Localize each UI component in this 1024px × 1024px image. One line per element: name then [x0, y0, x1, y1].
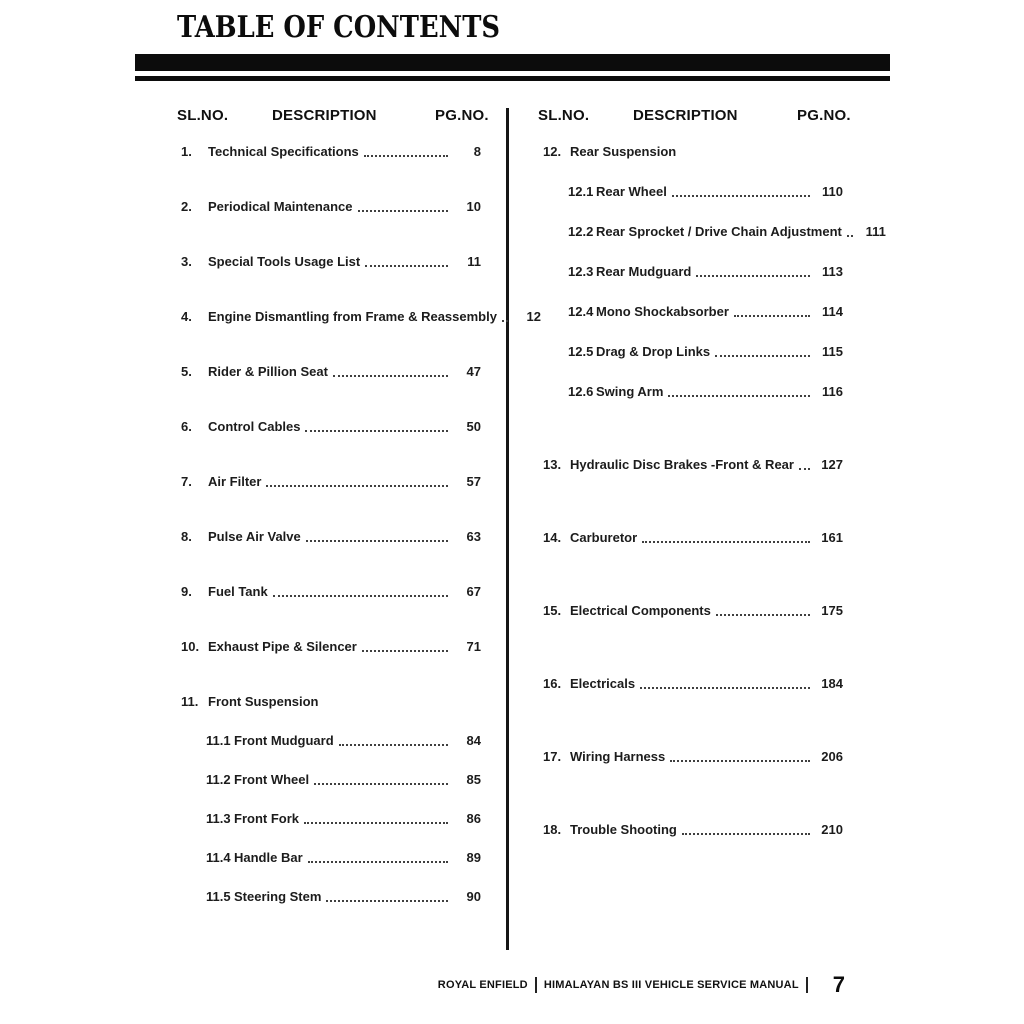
dot-leader	[306, 540, 448, 542]
toc-entry-title: Exhaust Pipe & Silencer	[208, 639, 357, 654]
dot-leader	[734, 315, 810, 317]
dot-leader	[502, 320, 508, 322]
footer	[438, 974, 845, 996]
toc-entry-title: Electricals	[570, 676, 636, 691]
footer-divider	[806, 977, 808, 993]
toc-row	[181, 637, 481, 657]
toc-entry-number: 9.	[181, 584, 192, 599]
toc-entry-title: Electrical Components	[570, 603, 711, 618]
toc-entry-page: 63	[466, 529, 481, 544]
toc-subrow	[543, 222, 886, 242]
dot-leader	[715, 355, 810, 357]
column-header-slno: SL.NO.	[538, 107, 590, 124]
toc-subrow	[543, 302, 843, 322]
toc-row	[543, 820, 843, 840]
toc-entry-title: Rear Mudguard	[596, 264, 692, 279]
toc-row	[181, 197, 481, 217]
toc-entry-page: 110	[822, 184, 843, 199]
toc-entry-number: 17.	[543, 749, 562, 764]
toc-entry-page: 85	[466, 772, 481, 787]
toc-entry-title: Handle Bar	[234, 850, 303, 865]
toc-subrow	[181, 809, 481, 829]
toc-entry-number: 13.	[543, 457, 562, 472]
dot-leader	[333, 375, 448, 377]
toc-entry-title: Hydraulic Disc Brakes -Front & Rear	[570, 457, 794, 472]
toc-entry-title: Steering Stem	[234, 889, 322, 904]
dot-leader	[266, 485, 448, 487]
dot-leader	[304, 822, 448, 824]
dot-leader	[847, 235, 853, 237]
toc-entry-title: Engine Dismantling from Frame & Reassembly	[208, 309, 497, 324]
toc-subrow	[543, 182, 843, 202]
toc-subrow	[543, 382, 843, 402]
dot-leader	[362, 650, 448, 652]
toc-entry-number: 2.	[181, 199, 192, 214]
dot-leader	[339, 744, 448, 746]
toc-subrow	[181, 887, 481, 907]
toc-entry-page: 71	[466, 639, 481, 654]
footer-brand: ROYAL ENFIELD	[437, 979, 528, 991]
toc-entry-page: 184	[821, 676, 843, 691]
toc-entry-number: 3.	[181, 254, 192, 269]
toc-row	[181, 252, 481, 272]
dot-leader	[273, 595, 448, 597]
dot-leader	[640, 687, 810, 689]
toc-entry-page: 175	[821, 603, 843, 618]
toc-row	[543, 455, 843, 475]
toc-entry-title: Carburetor	[570, 530, 638, 545]
toc-entry-number: 11.1	[206, 733, 231, 748]
toc-entry-page: 127	[821, 457, 843, 472]
toc-entry-title: Trouble Shooting	[570, 822, 677, 837]
toc-row	[181, 362, 481, 382]
toc-entry-title: Pulse Air Valve	[208, 529, 301, 544]
toc-row	[543, 142, 843, 162]
toc-entry-number: 12.1	[568, 184, 594, 199]
footer-page-number: 7	[832, 972, 845, 997]
toc-entry-title: Control Cables	[208, 419, 301, 434]
toc-entry-number: 7.	[181, 474, 192, 489]
dot-leader	[668, 395, 810, 397]
toc-entry-page: 10	[466, 199, 481, 214]
title-bar-thin	[135, 76, 890, 81]
toc-entry-number: 4.	[181, 309, 192, 324]
toc-entry-title: Front Suspension	[208, 694, 319, 709]
toc-entry-number: 12.6	[568, 384, 594, 399]
toc-entry-number: 12.4	[568, 304, 594, 319]
footer-manual-title: HIMALAYAN BS III VEHICLE SERVICE MANUAL	[543, 979, 799, 991]
toc-row	[181, 582, 481, 602]
toc-entry-number: 11.	[181, 694, 199, 709]
toc-entry-page: 114	[822, 304, 843, 319]
column-header-description: DESCRIPTION	[633, 107, 738, 124]
column-header-pgno: PG.NO.	[435, 107, 489, 124]
toc-entry-title: Front Fork	[234, 811, 299, 826]
toc-entry-title: Rear Suspension	[570, 144, 677, 159]
toc-entry-number: 1.	[181, 144, 192, 159]
toc-entry-number: 5.	[181, 364, 192, 379]
toc-entry-number: 11.5	[206, 889, 231, 904]
toc-entry-title: Special Tools Usage List	[208, 254, 361, 269]
dot-leader	[716, 614, 810, 616]
toc-row	[181, 472, 481, 492]
toc-entry-number: 14.	[543, 530, 562, 545]
toc-entry-page: 90	[466, 889, 481, 904]
toc-entry-number: 10.	[181, 639, 200, 654]
toc-entry-number: 11.3	[206, 811, 231, 826]
toc-entry-title: Swing Arm	[596, 384, 664, 399]
toc-entry-number: 6.	[181, 419, 192, 434]
toc-entry-number: 12.2	[568, 224, 594, 239]
dot-leader	[308, 861, 448, 863]
toc-entry-title: Front Wheel	[234, 772, 310, 787]
toc-entry-number: 11.4	[206, 850, 231, 865]
toc-entry-title: Wiring Harness	[570, 749, 666, 764]
toc-subrow	[181, 848, 481, 868]
toc-row	[543, 747, 843, 767]
toc-subrow	[181, 770, 481, 790]
dot-leader	[326, 900, 448, 902]
toc-entry-page: 89	[466, 850, 481, 865]
toc-column-right	[543, 142, 886, 840]
toc-entry-title: Fuel Tank	[208, 584, 268, 599]
dot-leader	[696, 275, 810, 277]
toc-entry-title: Drag & Drop Links	[596, 344, 711, 359]
toc-entry-number: 18.	[543, 822, 562, 837]
toc-subrow	[543, 342, 843, 362]
toc-subrow	[543, 262, 843, 282]
toc-row	[181, 307, 541, 327]
column-header-slno: SL.NO.	[177, 107, 229, 124]
toc-entry-number: 16.	[543, 676, 562, 691]
dot-leader	[642, 541, 810, 543]
toc-entry-number: 12.3	[568, 264, 594, 279]
toc-column-left	[181, 142, 541, 907]
title-bar-thick	[135, 54, 890, 71]
toc-row	[181, 417, 481, 437]
toc-row	[181, 142, 481, 162]
toc-entry-page: 67	[466, 584, 481, 599]
toc-entry-page: 161	[821, 530, 843, 545]
dot-leader	[314, 783, 448, 785]
toc-entry-page: 116	[822, 384, 843, 399]
toc-entry-number: 11.2	[206, 772, 231, 787]
footer-divider	[535, 977, 537, 993]
dot-leader	[358, 210, 449, 212]
toc-entry-page: 113	[822, 264, 843, 279]
toc-entry-page: 210	[821, 822, 843, 837]
dot-leader	[364, 155, 448, 157]
toc-entry-number: 8.	[181, 529, 192, 544]
toc-entry-page: 11	[467, 254, 481, 269]
dot-leader	[670, 760, 810, 762]
toc-entry-title: Periodical Maintenance	[208, 199, 353, 214]
dot-leader	[365, 265, 448, 267]
dot-leader	[305, 430, 448, 432]
dot-leader	[799, 468, 810, 470]
column-header-pgno: PG.NO.	[797, 107, 851, 124]
toc-entry-title: Technical Specifications	[208, 144, 359, 159]
toc-entry-number: 12.5	[568, 344, 594, 359]
toc-entry-page: 8	[473, 144, 481, 159]
toc-entry-title: Rear Wheel	[596, 184, 667, 199]
toc-entry-page: 50	[466, 419, 481, 434]
toc-entry-number: 12.	[543, 144, 562, 159]
page-title: TABLE OF CONTENTS	[177, 10, 501, 45]
toc-entry-number: 15.	[543, 603, 562, 618]
toc-row	[181, 527, 481, 547]
column-header-description: DESCRIPTION	[272, 107, 377, 124]
toc-row	[543, 674, 843, 694]
toc-row	[543, 601, 843, 621]
toc-entry-title: Rider & Pillion Seat	[208, 364, 328, 379]
toc-entry-page: 12	[526, 309, 541, 324]
toc-entry-page: 84	[466, 733, 481, 748]
toc-subrow	[181, 731, 481, 751]
toc-entry-page: 206	[821, 749, 843, 764]
dot-leader	[672, 195, 810, 197]
toc-entry-title: Air Filter	[208, 474, 262, 489]
dot-leader	[682, 833, 810, 835]
toc-entry-title: Mono Shockabsorber	[596, 304, 729, 319]
toc-entry-page: 47	[466, 364, 481, 379]
toc-entry-page: 57	[466, 474, 481, 489]
toc-entry-title: Front Mudguard	[234, 733, 334, 748]
toc-entry-title: Rear Sprocket / Drive Chain Adjustment	[596, 224, 842, 239]
toc-row	[543, 528, 843, 548]
toc-entry-page: 86	[466, 811, 481, 826]
column-divider	[506, 108, 509, 950]
toc-entry-page: 111	[865, 224, 886, 239]
toc-row	[181, 692, 481, 712]
toc-entry-page: 115	[822, 344, 843, 359]
